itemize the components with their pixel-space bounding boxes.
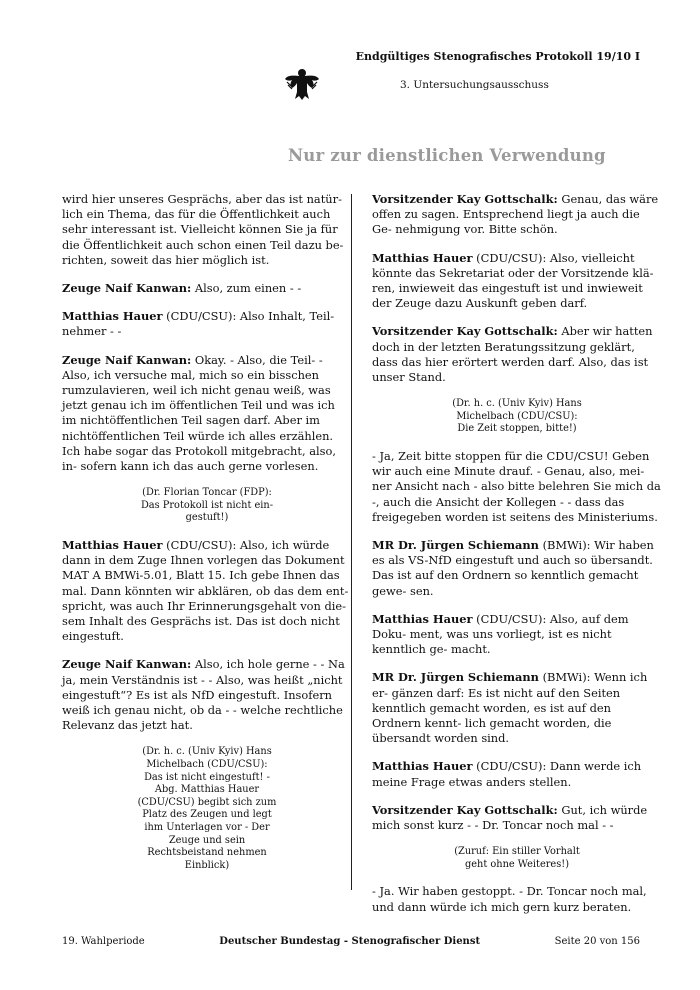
footer-page-number: Seite 20 von 156 xyxy=(554,936,640,947)
speech-text: - Ja, Zeit bitte stoppen für die CDU/CSU! Geben wir auch eine Minute drauf. - Genau, also, mei- ner Ansicht nach - also bitte belehren Sie mich da -, auch die Ansicht der Kollegen - - dass das freigegeben worden ist seitens des Ministeriums. xyxy=(372,449,661,524)
speech-paragraph xyxy=(372,192,662,238)
speaker-name: Zeuge Naif Kanwan: xyxy=(62,352,192,367)
speech-paragraph xyxy=(372,612,662,658)
protocol-title: Endgültiges Stenografisches Protokoll 19/10 I xyxy=(355,50,640,63)
speech-paragraph xyxy=(372,759,662,789)
speech-text: Also, ich würde dann in dem Zuge Ihnen vorlegen das Dokument MAT A BMWi-5.01, Blatt 15. Ich gebe Ihnen das mal. Dann könnten wir abklären, ob das dem ent- spricht, was auch Ihr Erinnerungsgehalt von die- sem Inhalt des Gesprächs ist. Das ist doch nicht eingestuft. xyxy=(62,538,349,644)
speech-text: Gut, ich würde mich sonst kurz - - Dr. Toncar noch mal - - xyxy=(372,802,648,833)
speaker-name: Zeuge Naif Kanwan: xyxy=(62,281,192,296)
committee-name: 3. Untersuchungsausschuss xyxy=(400,79,549,91)
speech-text: Okay. - Also, die Teil- - Also, ich versuche mal, mich so ein bisschen rumzulavieren, weil ich nicht genau weiß, was jetzt genau ich im öffentlichen Teil und was ich im nichtöffentlichen Teil sagen darf. Aber im nichtöffentlichen Teil würde ich alles erzählen. Ich habe sogar das Protokoll mitgebracht, also, in- sofern kann ich das auch gerne vorlesen. xyxy=(62,352,336,474)
classification-stamp: Nur zur dienstlichen Verwendung xyxy=(288,146,606,165)
speaker-name: Vorsitzender Kay Gottschalk: xyxy=(372,192,558,206)
speaker-party: (CDU/CSU): xyxy=(162,538,237,553)
speech-paragraph xyxy=(62,192,352,268)
speaker-name: Matthias Hauer xyxy=(372,250,473,265)
speaker-name: Matthias Hauer xyxy=(372,611,473,626)
speech-text: - Ja. Wir haben gestoppt. - Dr. Toncar noch mal, und dann würde ich mich gern kurz beraten. xyxy=(372,884,647,914)
speaker-party: (BMWi): xyxy=(538,670,591,685)
page-footer xyxy=(62,936,640,947)
speaker-party: (CDU/CSU): xyxy=(162,309,237,324)
speech-paragraph xyxy=(62,538,352,644)
footer-period: 19. Wahlperiode xyxy=(62,936,145,947)
speaker-name: Matthias Hauer xyxy=(372,759,473,774)
speaker-name: Matthias Hauer xyxy=(62,538,163,553)
column-divider xyxy=(351,194,352,890)
speech-paragraph xyxy=(372,324,662,385)
right-column xyxy=(372,192,662,928)
speaker-name: MR Dr. Jürgen Schiemann xyxy=(372,670,539,685)
speech-paragraph xyxy=(372,884,662,914)
speaker-name: MR Dr. Jürgen Schiemann xyxy=(372,538,539,553)
speech-text: Also, auf dem Doku- ment, was uns vorliegt, ist es nicht kenntlich ge- macht. xyxy=(372,611,629,657)
speech-paragraph xyxy=(372,538,662,599)
speech-paragraph xyxy=(372,251,662,312)
speaker-name: Vorsitzender Kay Gottschalk: xyxy=(372,324,558,339)
speaker-party: (BMWi): xyxy=(538,538,591,553)
speech-text: Genau, das wäre offen zu sagen. Entsprechend liegt ja auch die Ge- nehmigung vor. Bitte schön. xyxy=(372,192,659,237)
speech-text: Dann werde ich meine Frage etwas anders stellen. xyxy=(372,759,642,789)
speaker-party: (CDU/CSU): xyxy=(472,250,547,265)
speech-paragraph xyxy=(62,309,352,339)
speech-paragraph xyxy=(372,670,662,746)
speech-text: Also, zum einen - - xyxy=(191,281,302,296)
speech-text: Also, vielleicht könnte das Sekretariat oder der Vorsitzende klä- ren, inwieweit das eingestuft ist und inwieweit der Zeuge dazu Auskunft geben darf. xyxy=(372,250,654,311)
speaker-name: Matthias Hauer xyxy=(62,309,163,324)
speech-text: wird hier unseres Gesprächs, aber das ist natür- lich ein Thema, das für die Öffentlichkeit auch sehr interessant ist. Vielleicht können Sie ja für die Öffentlichkeit auch schon einen Teil dazu be- richten, soweit das hier möglich ist. xyxy=(62,192,344,267)
interjection: (Dr. Florian Toncar (FDP): Das Protokoll ist nicht ein- gestuft!) xyxy=(140,487,274,524)
left-column xyxy=(62,192,352,885)
bundesadler-icon xyxy=(282,64,322,104)
speech-paragraph xyxy=(372,803,662,833)
speech-paragraph xyxy=(372,449,662,525)
interjection: (Zuruf: Ein stiller Vorhalt geht ohne Weiteres!) xyxy=(454,846,580,870)
speech-text: Wir haben es als VS-NfD eingestuft und auch so übersandt. Das ist auf den Ordnern so kenntlich gemacht gewe- sen. xyxy=(372,538,654,598)
speech-paragraph xyxy=(62,281,352,296)
footer-service: Deutscher Bundestag - Stenografischer Dienst xyxy=(219,936,481,947)
speech-paragraph xyxy=(62,353,352,475)
interjection: (Dr. h. c. (Univ Kyiv) Hans Michelbach (CDU/CSU): Das ist nicht eingestuft! - Abg. Matthias Hauer (CDU/CSU) begibt sich zum Platz des Zeugen und legt ihm Unterlagen vor - Der Zeuge und sein Rechtsbeistand nehmen Einblick) xyxy=(137,746,277,871)
speaker-party: (CDU/CSU): xyxy=(472,759,547,774)
speech-text: Wenn ich er- gänzen darf: Es ist nicht auf den Seiten kenntlich gemacht worden, es ist auf den Ordnern kennt- lich gemacht worden, die übersandt worden sind. xyxy=(372,670,648,746)
speech-paragraph xyxy=(62,657,352,733)
speech-text: Aber wir hatten doch in der letzten Beratungssitzung geklärt, dass das hier erörtert werden darf. Also, das ist unser Stand. xyxy=(372,324,653,385)
speaker-name: Vorsitzender Kay Gottschalk: xyxy=(372,802,558,817)
speech-text: Also Inhalt, Teil- nehmer - - xyxy=(62,309,335,339)
speaker-party: (CDU/CSU): xyxy=(472,611,547,626)
interjection: (Dr. h. c. (Univ Kyiv) Hans Michelbach (CDU/CSU): Die Zeit stoppen, bitte!) xyxy=(452,398,582,435)
speaker-name: Zeuge Naif Kanwan: xyxy=(62,657,192,672)
speech-text: Also, ich hole gerne - - Na ja, mein Verständnis ist - - Also, was heißt „nicht eingestuft“? Es ist als NfD eingestuft. Insofern weiß ich genau nicht, ob da - - welche rechtliche Relevanz das jetzt hat. xyxy=(62,657,345,733)
